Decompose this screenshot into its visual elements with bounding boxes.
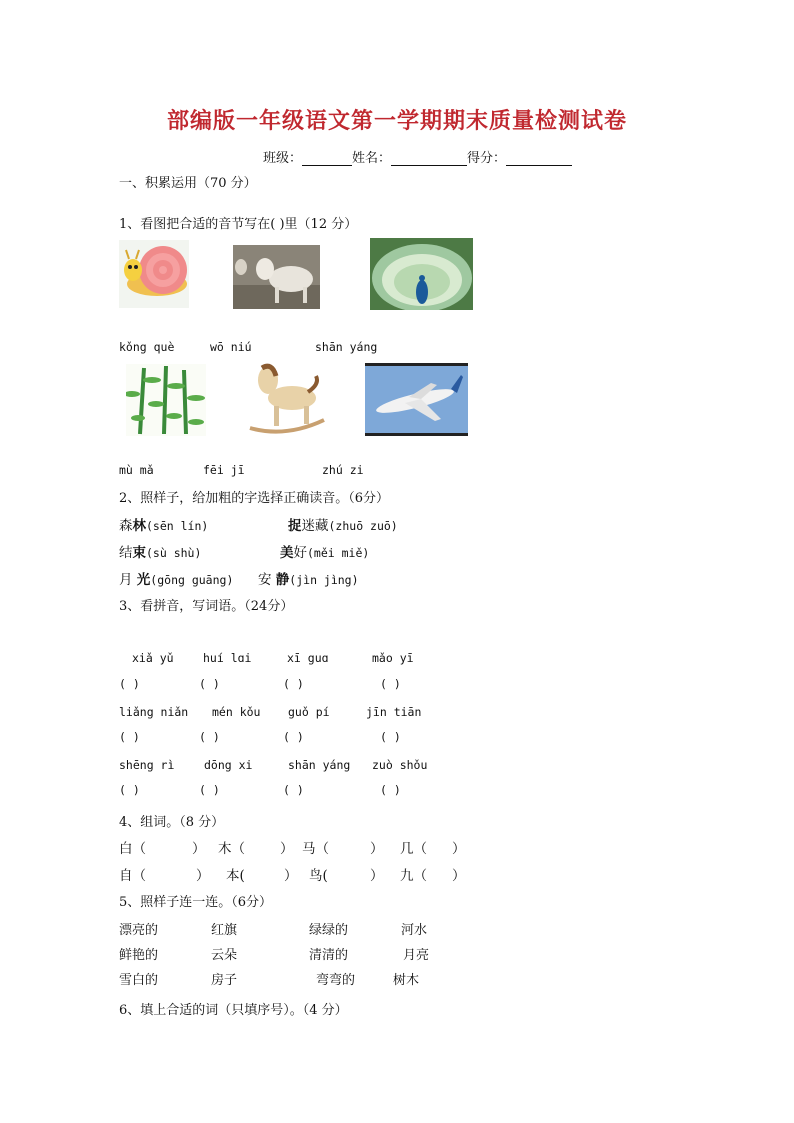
question-1-title: 1、看图把合适的音节写在( )里（12 分） [119, 217, 358, 232]
q3-answer-blank[interactable]: ( ) [199, 677, 220, 691]
q2-char: 月 [119, 572, 137, 588]
q3-pinyin: huí lɑi [203, 651, 252, 665]
goat-image [233, 245, 320, 309]
q4-item: ） [370, 841, 384, 857]
q4-item: 自（ [119, 868, 146, 884]
q2-bold-char: 捉 [288, 518, 302, 534]
q3-answer-blank[interactable]: ( ) [380, 783, 401, 797]
q4-item: 本( [226, 868, 245, 884]
pinyin-3: shān yáng [315, 340, 378, 354]
q4-item: 几（ [400, 841, 427, 857]
pinyin-2: wō niú [210, 340, 252, 354]
q2-bold-char: 光 [136, 572, 151, 588]
q5-word[interactable]: 房子 [211, 973, 238, 988]
q5-word[interactable]: 漂亮的 [119, 923, 159, 938]
pinyin-5: fēi jī [203, 463, 245, 477]
q2-row-3 [119, 568, 233, 588]
q3-pinyin: liǎng niǎn [119, 705, 189, 719]
q3-answer-blank[interactable]: ( ) [119, 677, 140, 691]
q3-answer-blank[interactable]: ( ) [283, 677, 304, 691]
question-5-title: 5、照样子连一连。（6分） [119, 895, 273, 910]
q2-pinyin-choice[interactable]: (gōng guāng) [150, 573, 234, 587]
rocking-horse-image [246, 362, 328, 436]
q4-item: 白（ [119, 841, 146, 857]
q2-bold-char: 束 [132, 545, 146, 561]
q2-char: 森 [119, 518, 133, 534]
question-3-title: 3、看拼音，写词语。（24分） [119, 599, 294, 614]
q4-item: 木（ [218, 841, 245, 857]
q3-pinyin: xiǎ yǔ [132, 651, 174, 665]
pinyin-1: kǒng què [119, 340, 175, 354]
q2-row-2 [119, 541, 201, 561]
q2-bold-char: 美 [280, 545, 294, 561]
q2-row-1 [119, 514, 208, 534]
q3-answer-blank[interactable]: ( ) [119, 783, 140, 797]
q2-pinyin-choice[interactable]: (sù shù) [146, 546, 202, 560]
q4-item: ） [370, 868, 384, 884]
score-blank[interactable] [506, 152, 572, 166]
name-label: 姓名： [352, 151, 392, 166]
q5-word[interactable]: 鲜艳的 [119, 948, 159, 963]
q3-pinyin: xī guɑ [287, 651, 329, 665]
q4-item: 九（ [400, 868, 427, 884]
q3-pinyin: dōng xi [204, 758, 253, 772]
q2-bold-char: 林 [132, 518, 146, 534]
q3-answer-blank[interactable]: ( ) [119, 730, 140, 744]
class-label: 班级： [263, 151, 303, 166]
q4-item: ） [452, 868, 466, 884]
q4-item: ） [196, 868, 210, 884]
class-blank[interactable] [302, 152, 352, 166]
q2-pinyin-choice[interactable]: (měi miě) [307, 546, 370, 560]
q3-answer-blank[interactable]: ( ) [380, 730, 401, 744]
q5-word[interactable]: 月亮 [403, 948, 430, 963]
question-6-title: 6、填上合适的词（只填序号）。（4 分） [119, 1003, 348, 1018]
peacock-image [370, 238, 473, 310]
q3-pinyin: shēng rì [119, 758, 175, 772]
q2-pinyin-choice[interactable]: (jìn jìng) [289, 573, 359, 587]
q5-word[interactable]: 弯弯的 [316, 973, 356, 988]
student-info-line [263, 147, 572, 166]
q2-row-1b [288, 514, 398, 534]
airplane-image [365, 363, 468, 436]
pinyin-4: mù mǎ [119, 463, 154, 477]
q3-answer-blank[interactable]: ( ) [283, 783, 304, 797]
score-label: 得分： [467, 151, 507, 166]
q2-char: 好 [293, 545, 307, 561]
q3-pinyin: zuò shǒu [372, 758, 428, 772]
question-2-title: 2、照样子，给加粗的字选择正确读音。（6分） [119, 491, 390, 506]
q3-pinyin: guǒ pí [288, 705, 330, 719]
q5-word[interactable]: 树木 [393, 973, 420, 988]
q5-word[interactable]: 雪白的 [119, 973, 159, 988]
q2-pinyin-choice[interactable]: (zhuō zuō) [328, 519, 398, 533]
q4-item: ） [284, 868, 298, 884]
q5-word[interactable]: 红旗 [211, 923, 238, 938]
q5-word[interactable]: 河水 [401, 923, 428, 938]
pinyin-6: zhú zi [322, 463, 364, 477]
q2-row-3b [258, 568, 359, 588]
q5-word[interactable]: 绿绿的 [309, 923, 349, 938]
q2-char: 结 [119, 545, 133, 561]
page-title: 部编版一年级语文第一学期期末质量检测试卷 [166, 108, 627, 134]
q2-char: 安 [258, 572, 276, 588]
q4-item: ） [192, 841, 206, 857]
snail-image [119, 240, 189, 308]
q2-pinyin-choice[interactable]: (sēn lín) [146, 519, 209, 533]
q4-item: ） [280, 841, 294, 857]
q3-pinyin: jīn tiān [366, 705, 422, 719]
q5-word[interactable]: 云朵 [211, 948, 238, 963]
bamboo-image [126, 364, 206, 436]
q3-answer-blank[interactable]: ( ) [199, 783, 220, 797]
q3-pinyin: mǎo yī [372, 651, 414, 665]
q3-pinyin: shān yáng [288, 758, 351, 772]
section-heading: 一、积累运用（70 分） [119, 176, 257, 191]
q3-answer-blank[interactable]: ( ) [380, 677, 401, 691]
q3-answer-blank[interactable]: ( ) [199, 730, 220, 744]
q2-row-2b [280, 541, 369, 561]
q4-item: ） [452, 841, 466, 857]
q5-word[interactable]: 清清的 [309, 948, 349, 963]
q2-char: 迷藏 [301, 518, 329, 534]
q4-item: 马（ [302, 841, 329, 857]
question-4-title: 4、组词。（8 分） [119, 815, 225, 830]
q4-item: 鸟( [309, 868, 328, 884]
name-blank[interactable] [391, 152, 467, 166]
q2-bold-char: 静 [275, 572, 290, 588]
q3-pinyin: mén kǒu [212, 705, 261, 719]
q3-answer-blank[interactable]: ( ) [283, 730, 304, 744]
